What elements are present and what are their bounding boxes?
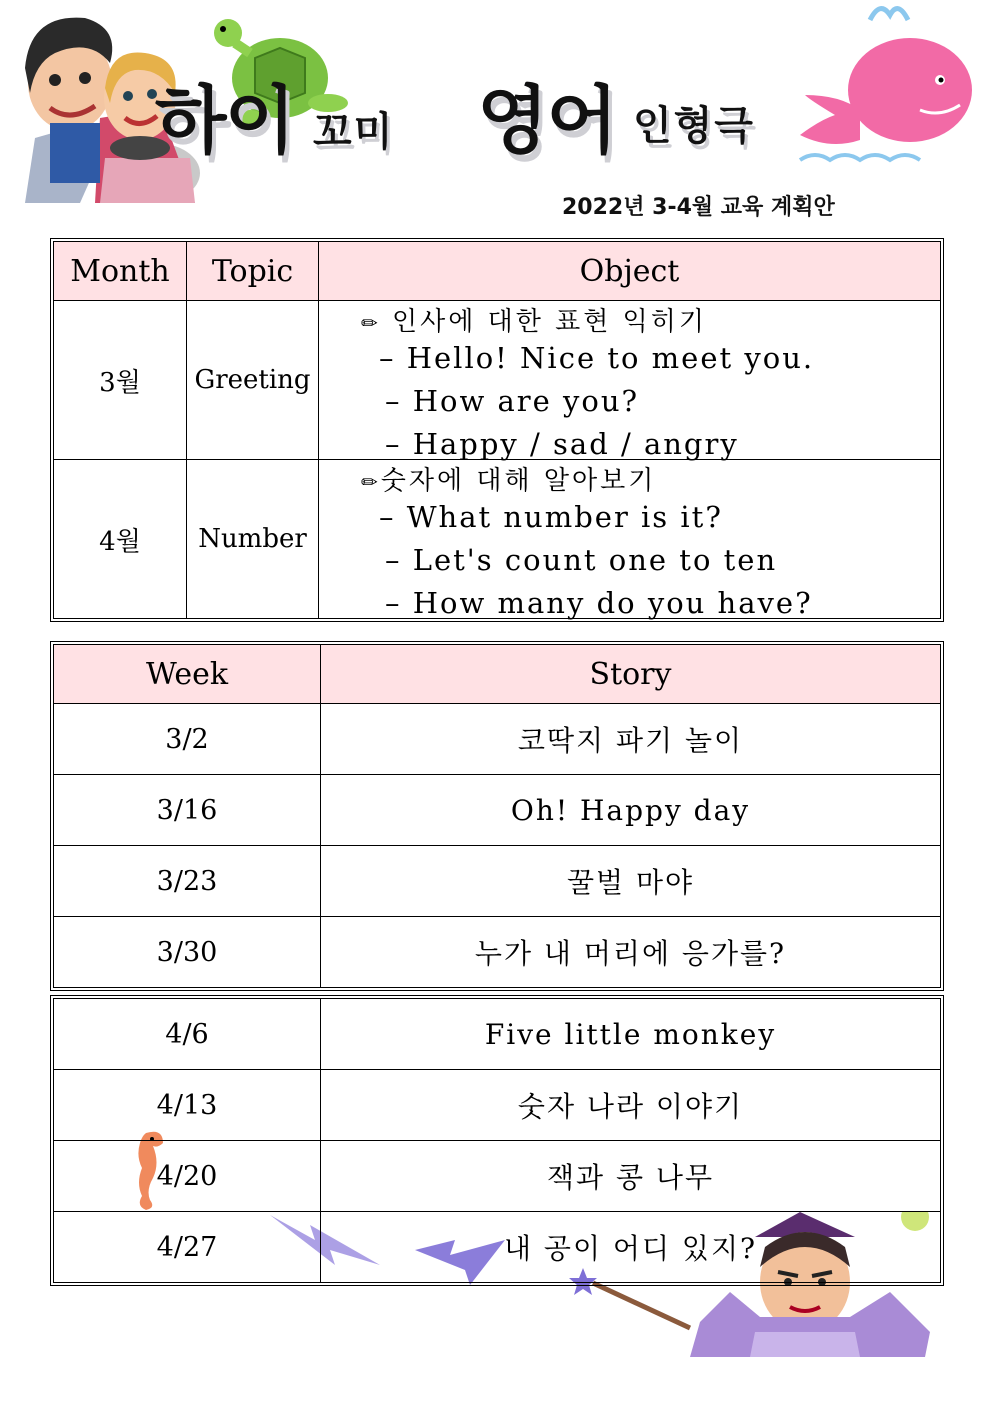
object-heading: 숫자에 대해 알아보기	[380, 466, 657, 496]
table-row	[54, 1070, 941, 1141]
week-cell: 3/16	[54, 775, 321, 846]
object-line: – How many do you have?	[385, 586, 813, 620]
title	[155, 62, 835, 172]
object-line: – Let's count one to ten	[385, 543, 778, 577]
week-cell: 3/2	[54, 704, 321, 775]
object-cell	[319, 460, 941, 619]
header-topic: Topic	[187, 242, 319, 301]
month-cell: 3월	[54, 301, 187, 460]
object-line: – What number is it?	[379, 500, 723, 534]
month-cell: 4월	[54, 460, 187, 619]
object-cell	[319, 301, 941, 460]
stories-table-march	[50, 641, 944, 991]
story-cell: 누가 내 머리에 응가를?	[321, 917, 941, 988]
week-cell: 4/20	[54, 1141, 321, 1212]
pencil-icon: ✏	[361, 311, 381, 335]
week-cell: 4/6	[54, 999, 321, 1070]
table-row	[54, 846, 941, 917]
story-cell: 잭과 콩 나무	[321, 1141, 941, 1212]
stories-table-april	[50, 995, 944, 1286]
topic-cell: Greeting	[187, 301, 319, 460]
story-cell: Five little monkey	[321, 999, 941, 1070]
object-line: – How are you?	[385, 384, 640, 418]
table-row	[54, 917, 941, 988]
title-part-english: 영어	[477, 78, 616, 164]
object-line: – Hello! Nice to meet you.	[379, 341, 815, 375]
table-row	[54, 1212, 941, 1283]
story-cell: 내 공이 어디 있지?	[321, 1212, 941, 1283]
story-cell: 코딱지 파기 놀이	[321, 704, 941, 775]
story-cell: 꿀벌 마야	[321, 846, 941, 917]
topic-cell: Number	[187, 460, 319, 619]
title-part-puppet-show: 인형극	[633, 103, 755, 149]
table-row	[54, 999, 941, 1070]
week-cell: 4/27	[54, 1212, 321, 1283]
header-story: Story	[321, 645, 941, 704]
table-row	[54, 1141, 941, 1212]
header-week: Week	[54, 645, 321, 704]
pencil-icon: ✏	[361, 470, 381, 494]
week-cell: 3/23	[54, 846, 321, 917]
week-cell: 3/30	[54, 917, 321, 988]
objectives-table	[50, 238, 944, 622]
table-row	[54, 704, 941, 775]
object-line: – Happy / sad / angry	[385, 427, 739, 461]
week-cell: 4/13	[54, 1070, 321, 1141]
story-cell: Oh! Happy day	[321, 775, 941, 846]
header-object: Object	[319, 242, 941, 301]
title-part-hai: 하이	[155, 78, 294, 164]
object-heading: 인사에 대한 표현 익히기	[392, 307, 707, 337]
subtitle: 2022년 3-4월 교육 계획안	[562, 195, 835, 220]
header-month: Month	[54, 242, 187, 301]
story-cell: 숫자 나라 이야기	[321, 1070, 941, 1141]
title-part-kkomi: 꼬미	[313, 109, 395, 155]
table-row	[54, 775, 941, 846]
